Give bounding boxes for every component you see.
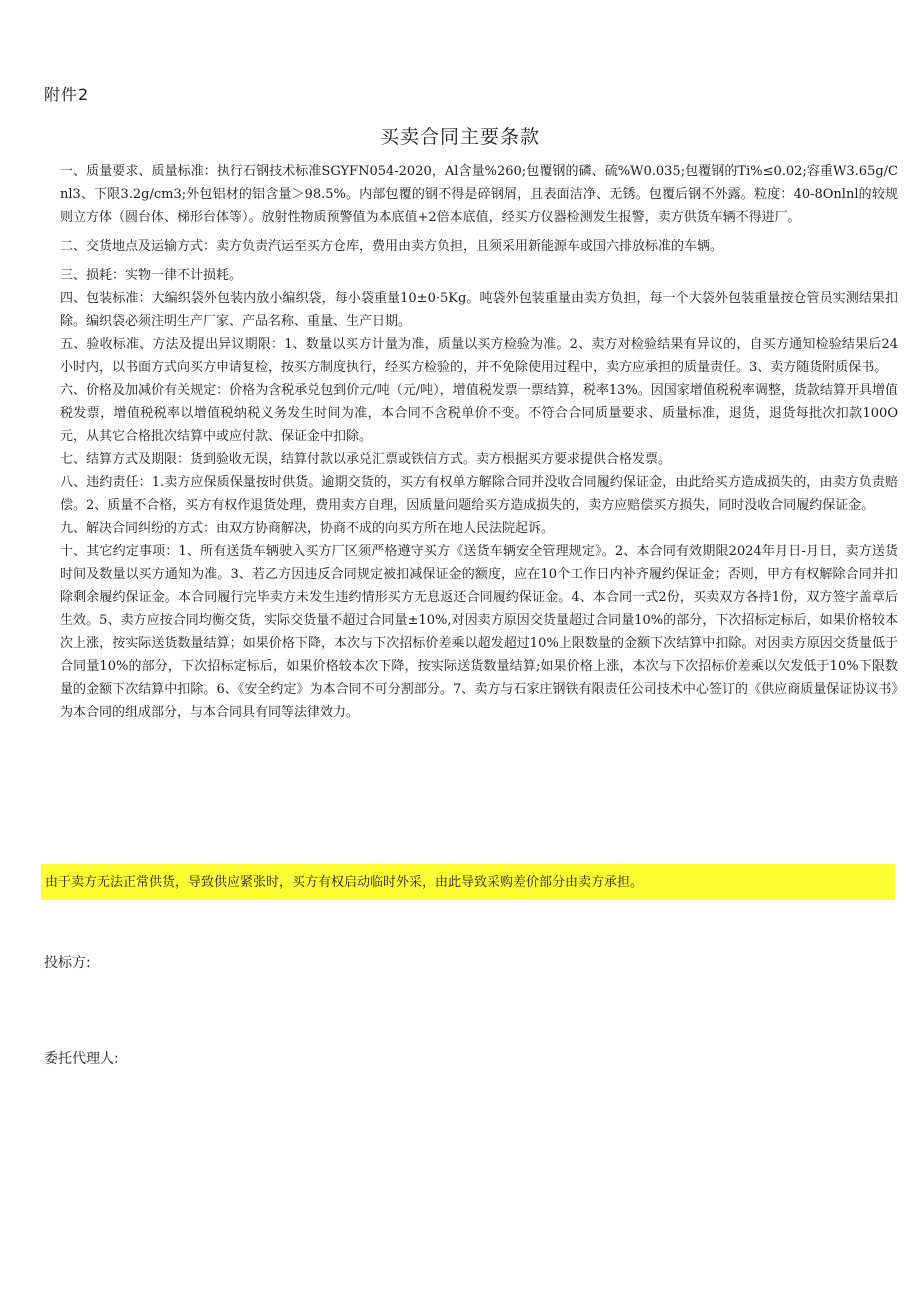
document-title: 买卖合同主要条款 <box>379 126 540 148</box>
clause-other: 十、其它约定事项：1、所有送货车辆驶入买方厂区须严格遵守买方《送货车辆安全管理规定》。2、本合同有效期限2024年月日-月日，卖方送货时间及数量以买方通知为准。3、若乙方因违反合同规定被扣减保证金的额度，应在10个工作日内补齐履约保证金；否则，甲方有权解除合同并扣除剩余履约保证金。本合同履行完毕卖方未发生违约情形买方无息返还合同履约保证金。4、本合同一式2份，买卖双方各持1份，双方签字盖章后生效。5、卖方应按合同均衡交货，实际交货量不超过合同量±10%,对因卖方原因交货量超过合同量10%的部分，下次招标定标后，如果价格较本次上涨，按实际送货数量结算；如果价格下降，本次与下次招标价差乘以超发超过10%上限数量的金额下次结算中扣除。对因卖方原因交货量低于合同量10%的部分，下次招标定标后，如果价格较本次下降，按实际送货数量结算;如果价格上涨，本次与下次招标价差乘以欠发低于10%下限数量的金额下次结算中扣除。6、《安全约定》为本合同不可分割部分。7、卖方与石家庄钢铁有限责任公司技术中心签订的《供应商质量保证协议书》为本合同的组成部分，与本合同具有同等法律效力。 <box>60 544 898 720</box>
highlighted-note: 由于卖方无法正常供货，导致供应紧张时，买方有权启动临时外采，由此导致采购差价部分由卖方承担。 <box>41 864 895 900</box>
clause-dispute: 九、解决合同纠纷的方式：由双方协商解决，协商不成的向买方所在地人民法院起诉。 <box>60 521 555 536</box>
clause-loss: 三、损耗：实物一律不计损耗。 <box>60 268 243 283</box>
attachment-label: 附件2 <box>44 85 90 104</box>
clause-acceptance: 五、验收标准、方法及提出异议期限：1、数量以买方计量为准，质量以买方检验为准。2、卖方对检验结果有异议的，自买方通知检验结果后24小时内，以书面方式向买方申请复检，按买方制度执行，经买方检验的，并不免除使用过程中，卖方应承担的质量责任。3、卖方随货附质保书。 <box>60 337 898 375</box>
clause-delivery: 二、交货地点及运输方式：卖方负责汽运至买方仓库，费用由卖方负担，且须采用新能源车或国六排放标准的车辆。 <box>60 239 724 254</box>
contract-body <box>60 160 898 724</box>
bidder-signature-label: 投标方: <box>44 955 91 971</box>
agent-signature-label: 委托代理人: <box>44 1051 119 1067</box>
clause-quality: 一、质量要求、质量标准：执行石钢技术标准SGYFN054-2020，Al含量%260;包覆钢的磷、硫%W0.035;包覆钢的Ti%≤0.02;容重W3.65g/Cnl3、下限3.2g/cm3;外包铝材的铝含量＞98.5%。内部包覆的钢不得是碎钢屑，且表面洁净、无锈。包覆后钢不外露。粒度：40-8Onlnl的较规则立方体（圆台体、梯形台体等）。放射性物质预警值为本底值+2倍本底值，经买方仪器检测发生报警，卖方供货车辆不得进厂。 <box>60 164 898 225</box>
clause-packaging: 四、包装标准：大编织袋外包装内放小编织袋，每小袋重量10±0·5Kg。吨袋外包装重量由卖方负担，每一个大袋外包装重量按仓管员实测结果扣除。编织袋必须注明生产厂家、产品名称、重量、生产日期。 <box>60 291 898 329</box>
clause-pricing: 六、价格及加减价有关规定：价格为含税承兑包到价元/吨（元/吨），增值税发票一票结算，税率13%。因国家增值税税率调整，货款结算开具增值税发票，增值税税率以增值税纳税义务发生时间为准，本合同不含税单价不变。不符合合同质量要求、质量标准，退货，退货每批次扣款100O元，从其它合格批次结算中或应付款、保证金中扣除。 <box>60 383 898 444</box>
clause-settlement: 七、结算方式及期限：货到验收无误，结算付款以承兑汇票或铁信方式。卖方根据买方要求提供合格发票。 <box>60 452 672 467</box>
clause-liability: 八、违约责任：1.卖方应保质保量按时供货。逾期交货的，买方有权单方解除合同并没收合同履约保证金，由此给买方造成损失的，由卖方负责赔偿。2、质量不合格，买方有权作退货处理，费用卖方自理，因质量问题给买方造成损失的，卖方应赔偿买方损失，同时没收合同履约保证金。 <box>60 475 898 513</box>
